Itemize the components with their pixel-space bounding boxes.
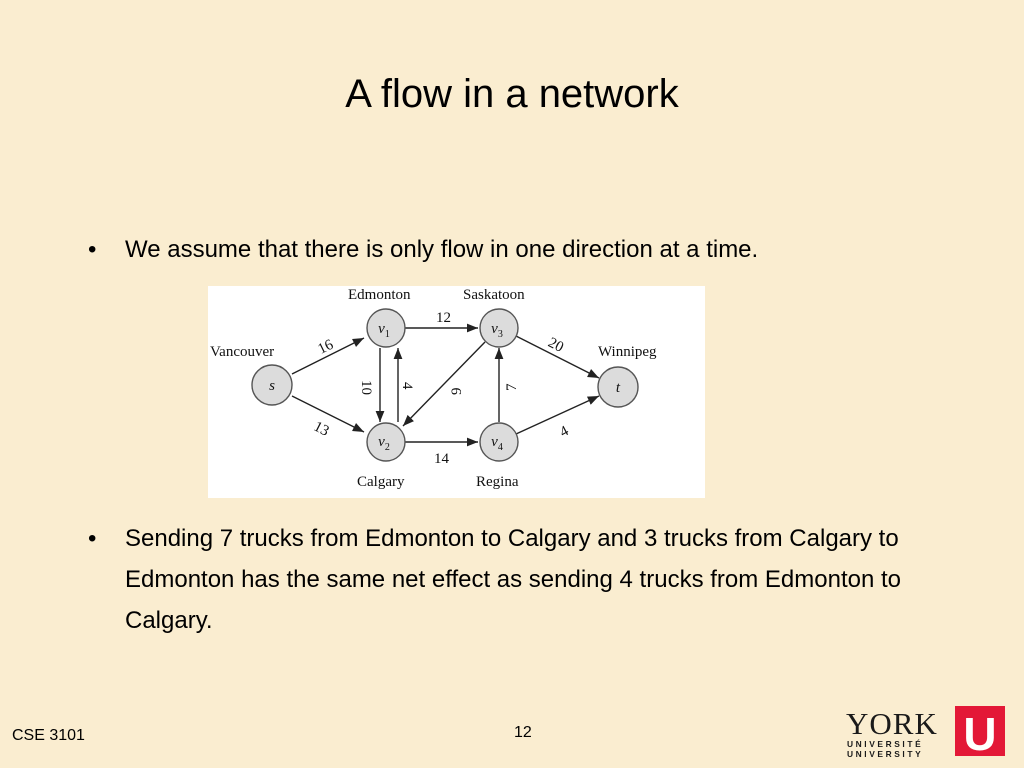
network-svg [208, 286, 705, 498]
node-s-label: s [269, 378, 275, 394]
capacity-v2-v1: 4 [399, 382, 415, 390]
node-s [252, 365, 292, 405]
course-code: CSE 3101 [12, 727, 85, 744]
node-v1-label: $v_1$ [378, 321, 390, 340]
capacity-s-v1: 16 [315, 336, 337, 358]
york-university-logo [846, 706, 1006, 760]
capacity-v2-v4: 14 [434, 451, 449, 467]
bullet-text: Sending 7 trucks from Edmonton to Calgary and 3 trucks from Calgary to Edmonton has the same net effect as sending 4 trucks from Edmonton to Calgary. [125, 525, 901, 634]
node-v3 [480, 309, 518, 347]
capacity-v1-v3: 12 [436, 310, 451, 326]
node-v1 [367, 309, 405, 347]
node-t [598, 367, 638, 407]
city-edmonton: Edmonton [348, 287, 411, 303]
logo-word: YORK [846, 706, 938, 741]
page-number: 12 [514, 724, 532, 741]
flow-network-diagram [208, 286, 705, 498]
logo-letter: U [963, 708, 997, 760]
city-calgary: Calgary [357, 474, 405, 490]
node-t-label: t [615, 380, 621, 396]
slide-title: A flow in a network [345, 72, 679, 116]
bullet-dot: • [88, 525, 97, 552]
logo-line-2: UNIVERSITY [847, 749, 924, 759]
node-v4-label: $v_4$ [491, 434, 503, 453]
city-saskatoon: Saskatoon [463, 287, 525, 303]
capacity-v4-t: 4 [557, 423, 572, 441]
city-regina: Regina [476, 474, 519, 490]
capacity-v3-v2: 9 [449, 387, 465, 395]
bullet-text: We assume that there is only flow in one direction at a time. [125, 236, 759, 263]
bullet-dot: • [88, 236, 97, 263]
capacity-v1-v2: 10 [358, 380, 374, 395]
city-vancouver: Vancouver [210, 344, 275, 360]
bullet-item [88, 229, 918, 270]
logo-line-1: UNIVERSITÉ [847, 739, 924, 749]
bullet-item [88, 518, 918, 641]
capacity-v4-v3: 7 [504, 383, 520, 391]
capacity-s-v2: 13 [310, 418, 332, 440]
node-v2 [367, 423, 405, 461]
node-v4 [480, 423, 518, 461]
node-v2-label: $v_2$ [378, 434, 390, 453]
node-v3-label: $v_3$ [491, 321, 503, 340]
capacity-v3-t: 20 [545, 334, 566, 356]
city-winnipeg: Winnipeg [598, 344, 657, 360]
